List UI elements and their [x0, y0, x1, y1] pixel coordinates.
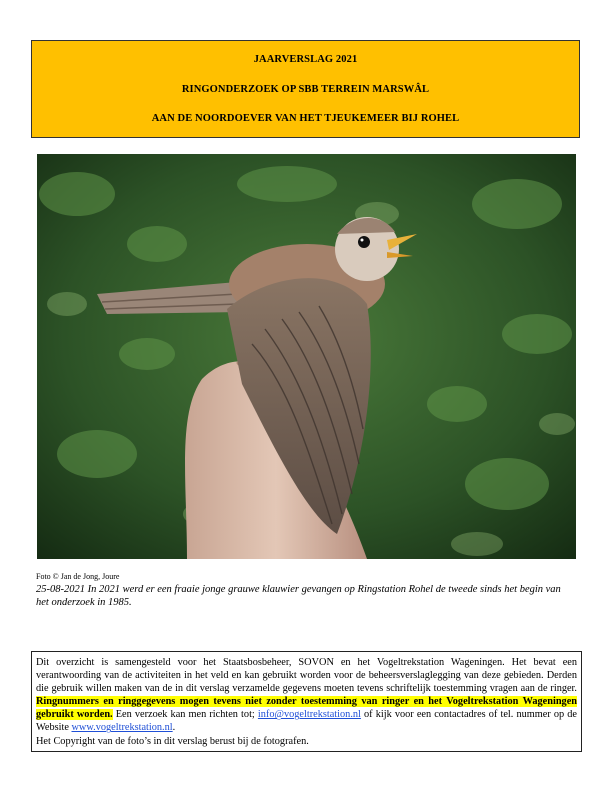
report-subtitle: RINGONDERZOEK OP SBB TERREIN MARSWÂL	[181, 84, 430, 95]
website-link[interactable]: www.vogeltrekstation.nl	[71, 722, 173, 734]
notice-photo-copyright: Het Copyright van de foto’s in dit verslag berust bij de fotografen.	[36, 735, 309, 747]
copyright-notice	[31, 651, 582, 752]
photo-caption: 25-08-2021 In 2021 werd er een fraaie jonge grauwe klauwier gevangen op Ringstation Rohel de tweede sinds het begin van het onderzoek in 1985.	[36, 584, 561, 608]
email-link[interactable]: info@vogeltrekstation.nl	[257, 709, 361, 721]
notice-contact: of kijk voor een contactadres of tel. nummer op de Website	[36, 709, 577, 734]
bird-in-hand-illustration	[37, 154, 576, 559]
notice-period: .	[172, 722, 176, 734]
report-location: AAN DE NOORDOEVER VAN HET TJEUKEMEER BIJ ROHEL	[151, 113, 460, 124]
bird-photo	[37, 154, 576, 559]
photo-credit: Foto © Jan de Jong, Joure	[36, 572, 120, 581]
title-banner	[31, 40, 580, 138]
notice-request: Een verzoek kan men richten tot;	[112, 709, 258, 721]
notice-intro: Dit overzicht is samengesteld voor het Staatsbosbeheer, SOVON en het Vogeltrekstation Wageningen. Het bevat een verantwoording van de activiteiten in het veld en kan gebruikt worden voor de beheersverslaglegging van deze gebieden. Derden die gebruik willen maken van de in dit verslag verzamelde gegevens moeten tevens schriftelijk toestemming vragen aan de ringer.	[36, 657, 577, 695]
report-title: JAARVERSLAG 2021	[253, 54, 358, 65]
notice-warning-highlight: Ringnummers en ringgegevens mogen tevens niet zonder toestemming van ringer en het Vogeltrekstation Wageningen gebruikt worden.	[36, 696, 577, 721]
